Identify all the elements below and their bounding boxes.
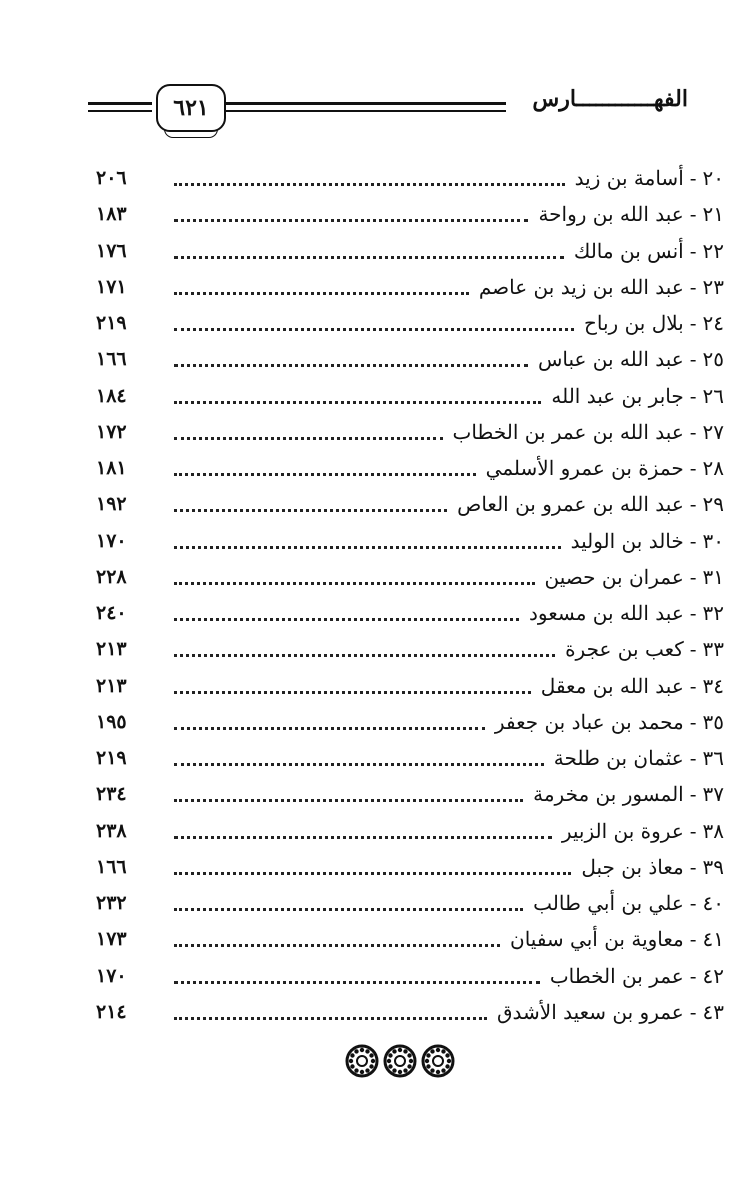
entry-dash: - xyxy=(689,637,697,662)
dot-leader xyxy=(174,400,541,404)
entry-name: عبد الله بن زيد بن عاصم xyxy=(478,274,684,299)
entry-name: عبد الله بن معقل xyxy=(540,673,684,698)
entry-number: ٣٦ xyxy=(702,746,724,771)
entry-page-number: ١٦٦ xyxy=(96,348,127,371)
entry-name: عبد الله بن مسعود xyxy=(528,601,684,626)
header-rule-right-bottom xyxy=(226,110,506,112)
list-item xyxy=(96,305,724,341)
dot-leader xyxy=(174,653,555,657)
entry-page-number: ٢١٣ xyxy=(96,638,127,661)
entry-name: جابر بن عبد الله xyxy=(551,383,684,408)
dot-leader xyxy=(174,690,531,694)
dot-leader xyxy=(174,218,528,222)
entry-page-number: ٢١٩ xyxy=(96,312,127,335)
entry-page-number: ٢١٣ xyxy=(96,674,127,697)
entry-name: عمر بن الخطاب xyxy=(549,963,684,988)
entry-dash: - xyxy=(689,927,697,952)
entry-number: ٢٨ xyxy=(702,456,724,481)
list-item xyxy=(96,378,724,414)
entry-number: ٢١ xyxy=(702,202,724,227)
list-item xyxy=(96,595,724,631)
entry-page-number: ٢١٤ xyxy=(96,1000,127,1023)
list-item xyxy=(96,160,724,196)
entry-dash: - xyxy=(689,492,697,517)
entry-dash: - xyxy=(689,383,697,408)
entry-dash: - xyxy=(689,166,697,191)
list-item xyxy=(96,631,724,667)
entry-dash: - xyxy=(689,854,697,879)
entry-number: ٤١ xyxy=(702,927,724,952)
entry-dash: - xyxy=(689,709,697,734)
entry-dash: - xyxy=(689,999,697,1024)
dot-leader xyxy=(174,798,523,802)
list-item xyxy=(96,233,724,269)
entry-dash: - xyxy=(689,311,697,336)
entry-number: ٣٧ xyxy=(702,782,724,807)
entry-number: ٢٥ xyxy=(702,347,724,372)
dot-leader xyxy=(174,363,528,367)
index-list xyxy=(96,160,724,1030)
entry-page-number: ١٧٠ xyxy=(96,529,127,552)
dot-leader xyxy=(174,327,574,331)
entry-name: المسور بن مخرمة xyxy=(533,782,684,807)
entry-page-number: ١٨٤ xyxy=(96,384,127,407)
entry-name: كعب بن عجرة xyxy=(565,637,684,662)
dot-leader xyxy=(174,907,523,911)
running-title: الفهــــــــــــارس xyxy=(532,86,688,112)
flower-ornament-icon xyxy=(383,1044,417,1078)
end-ornament xyxy=(340,1044,460,1084)
entry-number: ٢٠ xyxy=(702,166,724,191)
list-item xyxy=(96,921,724,957)
header-rule-left-bottom xyxy=(88,110,152,112)
entry-page-number: ١٧١ xyxy=(96,275,127,298)
list-item xyxy=(96,885,724,921)
page-number: ٦٢١ xyxy=(156,84,226,132)
list-item xyxy=(96,523,724,559)
entry-page-number: ٢٣٢ xyxy=(96,892,127,915)
dot-leader xyxy=(174,835,552,839)
dot-leader xyxy=(174,182,565,186)
dot-leader xyxy=(174,762,544,766)
entry-page-number: ١٦٦ xyxy=(96,855,127,878)
entry-dash: - xyxy=(689,601,697,626)
list-item xyxy=(96,958,724,994)
dot-leader xyxy=(174,581,535,585)
entry-dash: - xyxy=(689,673,697,698)
dot-leader xyxy=(174,508,447,512)
list-item xyxy=(96,849,724,885)
list-item xyxy=(96,559,724,595)
flower-ornament-icon xyxy=(421,1044,455,1078)
entry-page-number: ١٩٢ xyxy=(96,493,127,516)
entry-dash: - xyxy=(689,891,697,916)
entry-number: ٢٦ xyxy=(702,383,724,408)
entry-page-number: ١٧٦ xyxy=(96,239,127,262)
entry-number: ٣٩ xyxy=(702,854,724,879)
entry-dash: - xyxy=(689,456,697,481)
entry-name: محمد بن عباد بن جعفر xyxy=(494,709,684,734)
entry-dash: - xyxy=(689,963,697,988)
header-rule-right-top xyxy=(226,102,506,105)
entry-page-number: ٢٣٤ xyxy=(96,783,127,806)
entry-name: أسامة بن زيد xyxy=(574,166,684,191)
entry-name: عثمان بن طلحة xyxy=(553,746,684,771)
entry-name: أنس بن مالك xyxy=(573,238,684,263)
list-item xyxy=(96,414,724,450)
dot-leader xyxy=(174,255,564,259)
entry-page-number: ٢١٩ xyxy=(96,747,127,770)
dot-leader xyxy=(174,943,500,947)
list-item xyxy=(96,668,724,704)
dot-leader xyxy=(174,472,476,476)
entry-name: عروة بن الزبير xyxy=(561,818,684,843)
entry-page-number: ١٧٢ xyxy=(96,420,127,443)
entry-dash: - xyxy=(689,782,697,807)
entry-dash: - xyxy=(689,818,697,843)
entry-number: ٢٧ xyxy=(702,419,724,444)
entry-page-number: ٢٠٦ xyxy=(96,167,127,190)
entry-name: علي بن أبي طالب xyxy=(533,891,684,916)
entry-page-number: ١٧٠ xyxy=(96,964,127,987)
entry-number: ٣٣ xyxy=(702,637,724,662)
entry-number: ٢٢ xyxy=(702,238,724,263)
entry-dash: - xyxy=(689,746,697,771)
entry-name: عبد الله بن رواحة xyxy=(538,202,684,227)
header-rule-left-top xyxy=(88,102,152,105)
entry-dash: - xyxy=(689,202,697,227)
entry-page-number: ١٧٣ xyxy=(96,928,127,951)
entry-dash: - xyxy=(689,528,697,553)
entry-dash: - xyxy=(689,347,697,372)
entry-number: ٣٤ xyxy=(702,673,724,698)
list-item xyxy=(96,486,724,522)
entry-name: عمران بن حصين xyxy=(544,564,684,589)
entry-page-number: ١٨١ xyxy=(96,457,127,480)
entry-name: عبد الله بن عمر بن الخطاب xyxy=(452,419,684,444)
entry-page-number: ١٩٥ xyxy=(96,710,127,733)
entry-name: معاوية بن أبي سفيان xyxy=(510,927,684,952)
entry-number: ٣٨ xyxy=(702,818,724,843)
list-item xyxy=(96,196,724,232)
list-item xyxy=(96,994,724,1030)
entry-name: عمرو بن سعيد الأشدق xyxy=(497,999,684,1024)
entry-name: حمزة بن عمرو الأسلمي xyxy=(485,456,684,481)
list-item xyxy=(96,450,724,486)
list-item xyxy=(96,341,724,377)
entry-number: ٢٣ xyxy=(702,274,724,299)
dot-leader xyxy=(174,1016,487,1020)
dot-leader xyxy=(174,726,485,730)
entry-number: ٤٣ xyxy=(702,999,724,1024)
entry-dash: - xyxy=(689,419,697,444)
entry-name: معاذ بن جبل xyxy=(581,854,684,879)
entry-number: ٣٠ xyxy=(702,528,724,553)
entry-page-number: ٢٢٨ xyxy=(96,565,127,588)
flower-ornament-icon xyxy=(345,1044,379,1078)
entry-number: ٣٢ xyxy=(702,601,724,626)
dot-leader xyxy=(174,617,519,621)
entry-name: بلال بن رباح xyxy=(583,311,684,336)
entry-dash: - xyxy=(689,564,697,589)
entry-dash: - xyxy=(689,274,697,299)
dot-leader xyxy=(174,436,443,440)
entry-number: ٤٠ xyxy=(702,891,724,916)
entry-number: ٢٩ xyxy=(702,492,724,517)
list-item xyxy=(96,776,724,812)
dot-leader xyxy=(174,871,571,875)
entry-number: ٢٤ xyxy=(702,311,724,336)
dot-leader xyxy=(174,980,540,984)
entry-name: خالد بن الوليد xyxy=(570,528,684,553)
entry-page-number: ١٨٣ xyxy=(96,203,127,226)
entry-page-number: ٢٤٠ xyxy=(96,602,127,625)
entry-number: ٤٢ xyxy=(702,963,724,988)
dot-leader xyxy=(174,545,561,549)
entry-number: ٣٥ xyxy=(702,709,724,734)
list-item xyxy=(96,704,724,740)
entry-number: ٣١ xyxy=(702,564,724,589)
list-item xyxy=(96,269,724,305)
list-item xyxy=(96,740,724,776)
entry-page-number: ٢٣٨ xyxy=(96,819,127,842)
dot-leader xyxy=(174,291,469,295)
list-item xyxy=(96,813,724,849)
entry-name: عبد الله بن عباس xyxy=(537,347,684,372)
page-header xyxy=(88,82,688,152)
entry-name: عبد الله بن عمرو بن العاص xyxy=(457,492,684,517)
entry-dash: - xyxy=(689,238,697,263)
